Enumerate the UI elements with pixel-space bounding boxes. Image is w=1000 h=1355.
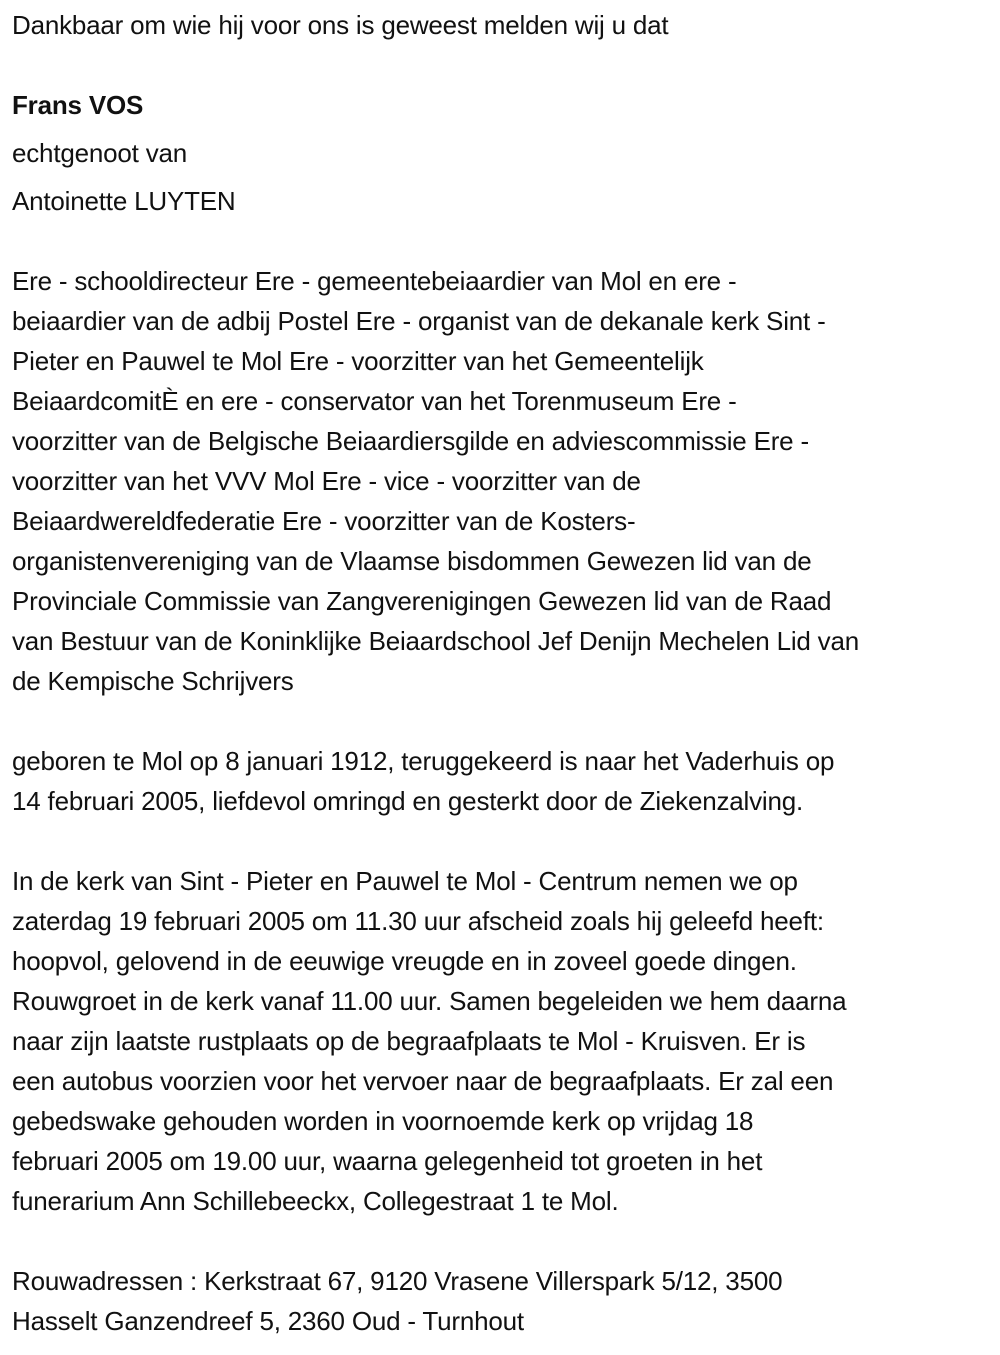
address-line: Rouwadressen : Kerkstraat 67, 9120 Vrasene Villerspark 5/12, 3500 xyxy=(12,1266,783,1296)
ceremony-line: In de kerk van Sint - Pieter en Pauwel te Mol - Centrum nemen we op xyxy=(12,866,798,896)
birth-death-line: geboren te Mol op 8 januari 1912, teruggekeerd is naar het Vaderhuis op xyxy=(12,746,835,776)
titles-line: Ere - schooldirecteur Ere - gemeentebeiaardier van Mol en ere - xyxy=(12,266,737,296)
titles-line: BeiaardcomitÈ en ere - conservator van het Torenmuseum Ere - xyxy=(12,386,737,416)
titles-line: Provinciale Commissie van Zangverenigingen Gewezen lid van de Raad xyxy=(12,586,832,616)
titles-line: organistenvereniging van de Vlaamse bisdommen Gewezen lid van de xyxy=(12,546,812,576)
deceased-name: Frans VOS xyxy=(12,90,144,120)
titles-line: de Kempische Schrijvers xyxy=(12,666,294,696)
ceremony-line: funerarium Ann Schillebeeckx, Collegestraat 1 te Mol. xyxy=(12,1186,619,1216)
titles-line: Pieter en Pauwel te Mol Ere - voorzitter van het Gemeentelijk xyxy=(12,346,704,376)
relation-text: echtgenoot van xyxy=(12,138,188,168)
ceremony-line: Rouwgroet in de kerk vanaf 11.00 uur. Samen begeleiden we hem daarna xyxy=(12,986,847,1016)
address-line: Hasselt Ganzendreef 5, 2360 Oud - Turnhout xyxy=(12,1306,524,1336)
titles-line: van Bestuur van de Koninklijke Beiaardschool Jef Denijn Mechelen Lid van xyxy=(12,626,860,656)
intro-text: Dankbaar om wie hij voor ons is geweest melden wij u dat xyxy=(12,10,669,40)
birth-death-line: 14 februari 2005, liefdevol omringd en gesterkt door de Ziekenzalving. xyxy=(12,786,804,816)
titles-line: voorzitter van de Belgische Beiaardiersgilde en adviescommissie Ere - xyxy=(12,426,809,456)
ceremony-line: gebedswake gehouden worden in voornoemde kerk op vrijdag 18 xyxy=(12,1106,754,1136)
ceremony-line: hoopvol, gelovend in de eeuwige vreugde en in zoveel goede dingen. xyxy=(12,946,797,976)
titles-line: beiaardier van de adbij Postel Ere - organist van de dekanale kerk Sint - xyxy=(12,306,826,336)
titles-line: Beiaardwereldfederatie Ere - voorzitter van de Kosters- xyxy=(12,506,636,536)
ceremony-line: naar zijn laatste rustplaats op de begraafplaats te Mol - Kruisven. Er is xyxy=(12,1026,806,1056)
titles-line: voorzitter van het VVV Mol Ere - vice - voorzitter van de xyxy=(12,466,641,496)
ceremony-line: zaterdag 19 februari 2005 om 11.30 uur afscheid zoals hij geleefd heeft: xyxy=(12,906,824,936)
ceremony-line: een autobus voorzien voor het vervoer naar de begraafplaats. Er zal een xyxy=(12,1066,834,1096)
ceremony-line: februari 2005 om 19.00 uur, waarna gelegenheid tot groeten in het xyxy=(12,1146,763,1176)
spouse-name: Antoinette LUYTEN xyxy=(12,186,236,216)
